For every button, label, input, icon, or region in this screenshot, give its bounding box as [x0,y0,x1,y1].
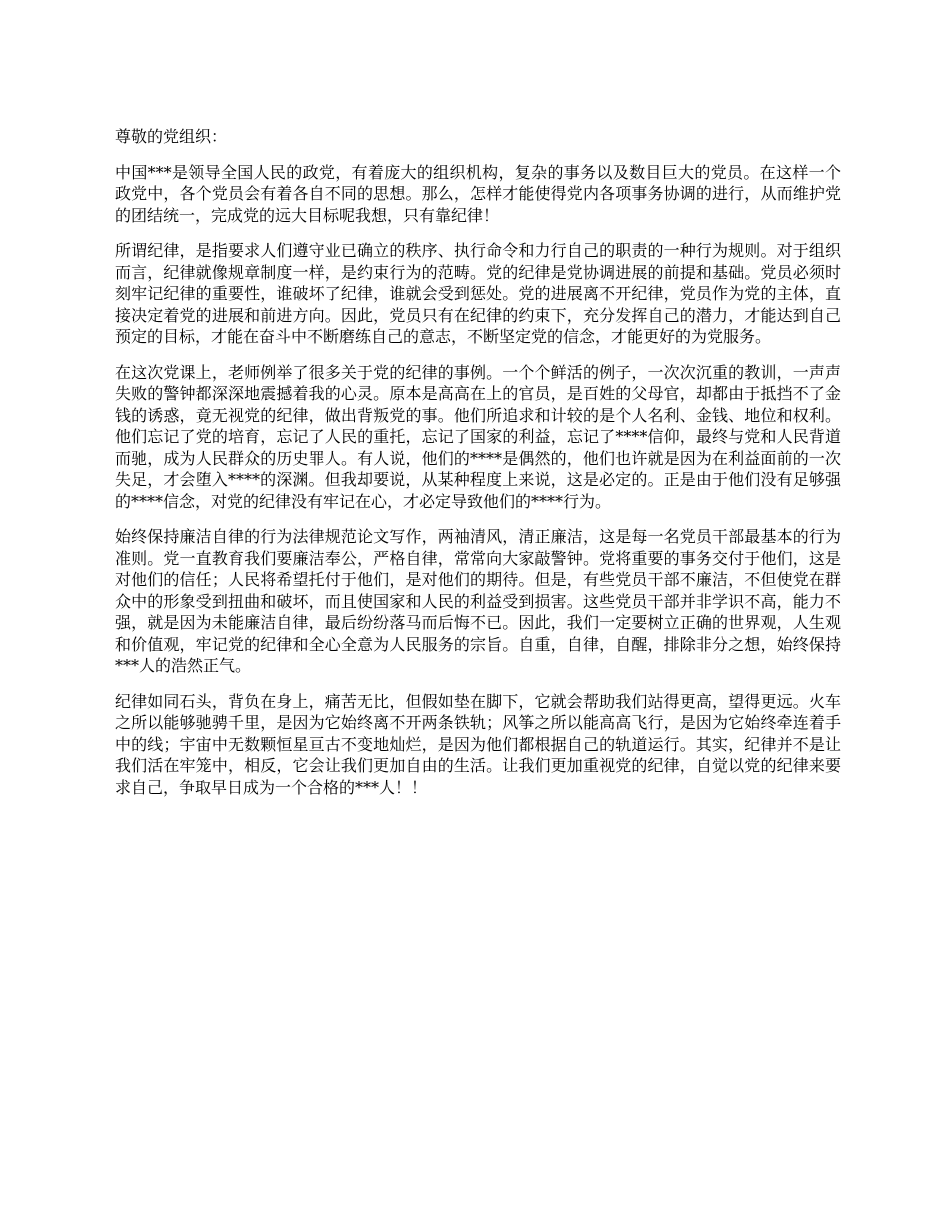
paragraph-5: 纪律如同石头，背负在身上，痛苦无比，但假如垫在脚下，它就会帮助我们站得更高，望得更远。火车之所以能够驰骋千里，是因为它始终离不开两条铁轨；风筝之所以能高高飞行，是因为它始终牵连着手中的线；宇宙中无数颗恒星亘古不变地灿烂，是因为他们都根据自己的轨道运行。其实，纪律并不是让我们活在牢笼中，相反，它会让我们更加自由的生活。让我们更加重视党的纪律，自觉以党的纪律来要求自己，争取早日成为一个合格的***人！！ [115,691,841,797]
paragraph-2: 所谓纪律，是指要求人们遵守业已确立的秩序、执行命令和力行自己的职责的一种行为规则。对于组织而言，纪律就像规章制度一样，是约束行为的范畴。党的纪律是党协调进展的前提和基础。党员必须时刻牢记纪律的重要性，谁破坏了纪律，谁就会受到惩处。党的进展离不开纪律，党员作为党的主体，直接决定着党的进展和前进方向。因此，党员只有在纪律的约束下，充分发挥自己的潜力，才能达到自己预定的目标，才能在奋斗中不断磨练自己的意志，不断坚定党的信念，才能更好的为党服务。 [115,241,841,346]
paragraph-3: 在这次党课上，老师例举了很多关于党的纪律的事例。一个个鲜活的例子，一次次沉重的教训，一声声失败的警钟都深深地震撼着我的心灵。原本是高高在上的官员，是百姓的父母官，却都由于抵挡不了金钱的诱惑，竟无视党的纪律，做出背叛党的事。他们所追求和计较的是个人名利、金钱、地位和权利。他们忘记了党的培育，忘记了人民的重托，忘记了国家的利益，忘记了****信仰，最终与党和人民背道而驰，成为人民群众的历史罪人。有人说，他们的****是偶然的，他们也许就是因为在利益面前的一次失足，才会堕入****的深渊。但我却要说，从某种程度上来说，这是必定的。正是由于他们没有足够强的****信念，对党的纪律没有牢记在心，才必定导致他们的****行为。 [115,362,841,511]
document-page [115,126,841,812]
paragraph-1: 中国***是领导全国人民的政党，有着庞大的组织机构，复杂的事务以及数目巨大的党员。在这样一个政党中，各个党员会有着各自不同的思想。那么，怎样才能使得党内各项事务协调的进行，从而维护党的团结统一，完成党的远大目标呢我想，只有靠纪律！ [115,162,841,225]
salutation: 尊敬的党组织： [115,127,228,146]
paragraph-4: 始终保持廉洁自律的行为法律规范论文写作，两袖清风，清正廉洁，这是每一名党员干部最基本的行为准则。党一直教育我们要廉洁奉公，严格自律，常常向大家敲警钟。党将重要的事务交付于他们，这是对他们的信任；人民将希望托付于他们，是对他们的期待。但是，有些党员干部不廉洁，不但使党在群众中的形象受到扭曲和破坏，而且使国家和人民的利益受到损害。这些党员干部并非学识不高，能力不强，就是因为未能廉洁自律，最后纷纷落马而后悔不已。因此，我们一定要树立正确的世界观，人生观和价值观，牢记党的纪律和全心全意为人民服务的宗旨。自重，自律，自醒，排除非分之想，始终保持***人的浩然正气。 [115,527,841,675]
